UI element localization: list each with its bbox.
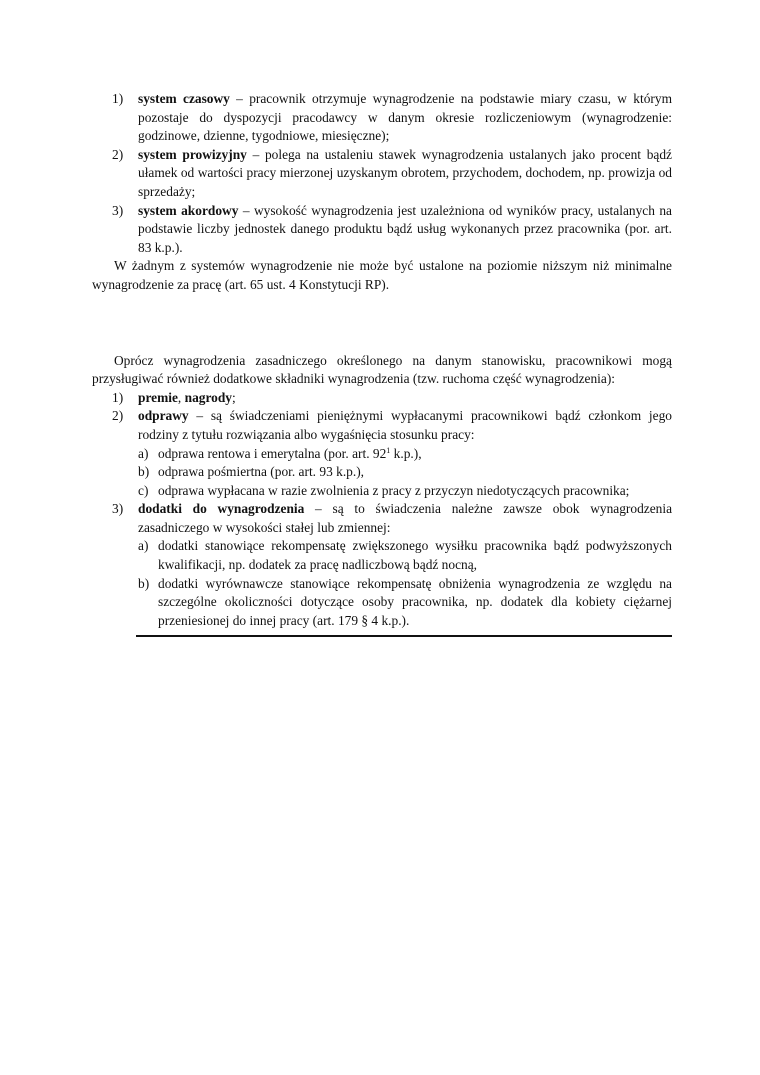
sub-item-odprawa-zwolnienie <box>92 482 672 501</box>
term-odprawy: odprawy <box>138 408 189 424</box>
term-dodatki: dodatki do wynagrodzenia <box>138 501 305 517</box>
terminator: ; <box>232 389 236 405</box>
sub-text-pre: odprawa rentowa i emerytalna (por. art. 92 <box>158 445 387 461</box>
sub-text: odprawa pośmiertna (por. art. 93 k.p.), <box>158 464 365 480</box>
list-item-premie <box>92 389 672 408</box>
list-item-dodatki <box>92 500 672 537</box>
term-system-prowizyjny: system prowizyjny <box>138 146 247 162</box>
definition-text: – są świadczeniami pieniężnymi wypłacanymi pracownikowi bądź członkom jego rodziny z tytułu rozwiązania albo wygaśnięcia stosunku pracy: <box>138 408 672 442</box>
section-gap <box>92 295 672 352</box>
sub-item-dodatki-rekompensata <box>92 537 672 574</box>
list-number: 1) <box>112 389 124 405</box>
sub-item-dodatki-wyrownawcze <box>92 575 672 631</box>
term-system-czasowy: system czasowy <box>138 91 230 106</box>
sub-text: dodatki stanowiące rekompensatę zwiększonego wysiłku pracownika bądź podwyższonych kwalifikacji, np. dodatek za pracę nadliczbową bądź nocną, <box>158 538 672 573</box>
page-content <box>92 90 672 637</box>
separator: , <box>177 389 185 405</box>
term-system-akordowy: system akordowy <box>138 202 239 218</box>
list-number: 2) <box>112 146 124 162</box>
sub-letter: a) <box>138 445 149 461</box>
list-item-odprawy <box>92 407 672 444</box>
list-number: 2) <box>112 408 124 424</box>
list-number: 3) <box>112 501 124 517</box>
sub-text: odprawa wypłacana w razie zwolnienia z pracy z przyczyn niedotyczących pracownika; <box>158 482 630 498</box>
sub-letter: b) <box>138 575 150 591</box>
list-number: 3) <box>112 202 124 218</box>
sub-item-odprawa-rentowa <box>92 445 672 464</box>
sub-letter: a) <box>138 538 149 554</box>
list-item-system-prowizyjny <box>92 146 672 202</box>
sub-text-post: k.p.), <box>390 445 422 461</box>
sub-text: dodatki wyrównawcze stanowiące rekompensatę obniżenia wynagrodzenia ze względu na szczególne okoliczności dotyczące osoby pracownika, np. dodatek dla kobiety ciężarnej przeniesionej do innej pracy (art. 179 § 4 k.p.). <box>158 575 672 628</box>
sub-item-odprawa-posmiertna <box>92 463 672 482</box>
definition-text: – wysokość wynagrodzenia jest uzależniona od wyników pracy, ustalanych na podstawie liczby jednostek danego produktu bądź usług wykonanych przez pracownika (por. art. 83 k.p.). <box>138 202 672 255</box>
definition-text: – polega na ustaleniu stawek wynagrodzenia ustalanych jako procent bądź ułamek od wartości pracy mierzonej uzyskanym obrotem, przychodem, dochodem, np. prowizja od sprzedaży; <box>138 146 672 199</box>
horizontal-rule <box>136 635 672 637</box>
list-item-system-akordowy <box>92 202 672 258</box>
sub-letter: c) <box>138 482 149 498</box>
superscript: 1 <box>386 445 391 455</box>
term-premie: premie <box>138 389 178 405</box>
intro-paragraph: Oprócz wynagrodzenia zasadniczego określonego na danym stanowisku, pracownikowi mogą przysługiwać również dodatkowe składniki wynagrodzenia (tzw. ruchoma część wynagrodzenia): <box>92 352 672 387</box>
term-nagrody: nagrody <box>184 389 233 405</box>
list-number: 1) <box>112 91 124 106</box>
closing-paragraph: W żadnym z systemów wynagrodzenie nie może być ustalone na poziomie niższym niż minimalne wynagrodzenie za pracę (art. 65 ust. 4 Konstytucji RP). <box>92 258 672 292</box>
list-item-system-czasowy <box>92 90 672 146</box>
sub-letter: b) <box>138 464 150 480</box>
definition-text: – pracownik otrzymuje wynagrodzenie na podstawie miary czasu, w którym pozostaje do dyspozycji pracodawcy w danym okresie rozliczeniowym (wynagrodzenie: godzinowe, dzienne, tygodniowe, miesięczne); <box>138 91 672 144</box>
definition-text: – są to świadczenia należne zawsze obok wynagrodzenia zasadniczego w wysokości stałej lub zmiennej: <box>138 501 673 535</box>
